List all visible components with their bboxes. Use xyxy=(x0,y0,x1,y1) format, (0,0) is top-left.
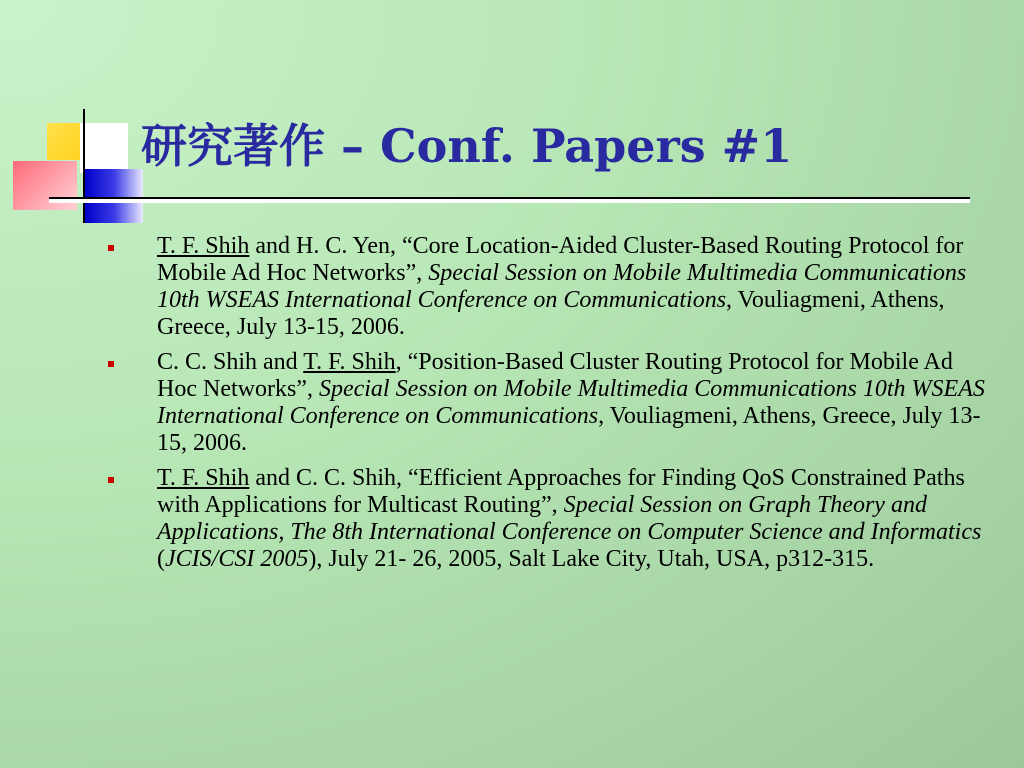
venue-text: Special Session on Mobile Multimedia Communications 10th WSEAS International Conference on Communications xyxy=(157,260,967,313)
list-item xyxy=(103,233,991,341)
author-underlined: T. F. Shih xyxy=(303,349,396,375)
vertical-rule xyxy=(83,109,85,223)
blue-square xyxy=(85,169,143,223)
decorative-squares xyxy=(0,0,160,240)
yellow-square xyxy=(47,123,82,160)
paper-pre: C. C. Shih and xyxy=(157,349,304,375)
author-underlined: T. F. Shih xyxy=(157,233,250,259)
venue-abbreviation: JCIS/CSI 2005 xyxy=(165,546,309,572)
paper-tail: , Vouliagmeni, Athens, Greece, July 13-15, 2006. xyxy=(157,287,945,340)
bullet-icon xyxy=(108,245,114,251)
slide-title: 研究著作 – Conf. Papers #1 xyxy=(141,119,793,173)
venue-text: Special Session on Mobile Multimedia Communications 10th WSEAS International Conference on Communications xyxy=(157,376,985,429)
title-underline-highlight xyxy=(49,199,970,203)
white-square xyxy=(80,123,128,173)
venue-text: Special Session on Graph Theory and Applications, The 8th International Conference on Computer Science and Informatics xyxy=(157,492,982,545)
paper-text: and H. C. Yen, “Core Location-Aided Cluster-Based Routing Protocol for Mobile Ad Hoc Networks”, xyxy=(157,233,964,286)
paper-text: and C. C. Shih, “Efficient Approaches for Finding QoS Constrained Paths with Applications for Multicast Routing”, xyxy=(157,465,965,518)
list-item xyxy=(103,349,991,457)
paper-tail: ), July 21- 26, 2005, Salt Lake City, Utah, USA, p312-315. xyxy=(308,546,875,572)
bullet-icon xyxy=(108,361,114,367)
conference-papers-list xyxy=(103,233,991,581)
bullet-icon xyxy=(108,477,114,483)
list-item xyxy=(103,465,991,573)
author-underlined: T. F. Shih xyxy=(157,465,250,491)
paper-tail: , Vouliagmeni, Athens, Greece, July 13-15, 2006. xyxy=(157,403,981,456)
paper-mid: ( xyxy=(157,546,165,572)
paper-text: , “Position-Based Cluster Routing Protocol for Mobile Ad Hoc Networks”, xyxy=(157,349,953,402)
